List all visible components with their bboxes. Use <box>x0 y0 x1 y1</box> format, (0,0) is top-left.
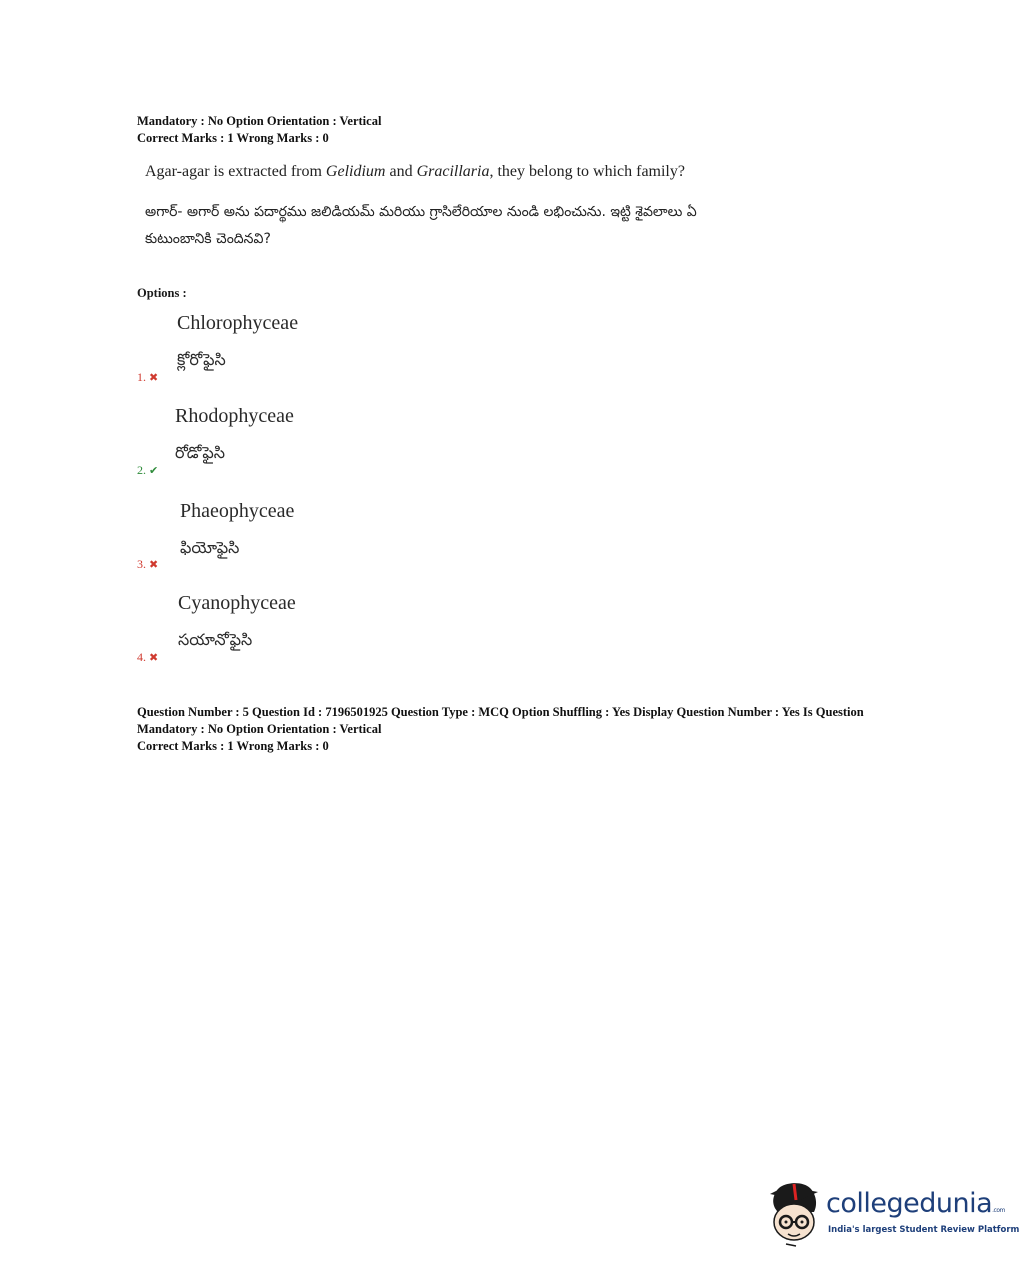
option-2-number: 2. ✔ <box>137 463 159 477</box>
option-1-telugu: క్లోరోఫైసి <box>177 350 226 369</box>
option-4-telugu: సయానోఫైసి <box>178 630 253 649</box>
option-2[interactable] <box>137 405 537 485</box>
option-1-number: 1. ✖ <box>137 370 159 384</box>
correct-check-icon: ✔ <box>149 465 159 477</box>
wrong-cross-icon: ✖ <box>149 559 159 571</box>
genus-gracillaria: Gracillaria <box>416 163 490 180</box>
option-4[interactable] <box>137 592 537 672</box>
collegedunia-logo <box>766 1178 1020 1248</box>
option-2-english: Rhodophyceae <box>175 405 294 427</box>
option-2-telugu: రోడోఫైసి <box>175 443 226 462</box>
question-meta-top <box>137 113 381 147</box>
genus-gelidium: Gelidium <box>325 163 386 180</box>
option-4-english: Cyanophyceae <box>178 592 296 614</box>
logo-brand-text: collegedunia.com <box>826 1188 1005 1219</box>
logo-tagline: India's largest Student Review Platform <box>828 1225 1020 1235</box>
options-label: Options : <box>137 286 187 300</box>
mascot-graduate-icon <box>766 1178 828 1248</box>
meta-line-question-number: Question Number : 5 Question Id : 7196501925 Question Type : MCQ Option Shuffling : Yes Display Question Number : Yes Is Question <box>137 705 864 719</box>
option-1[interactable] <box>137 312 537 392</box>
option-1-english: Chlorophyceae <box>177 312 299 334</box>
meta-line-marks: Correct Marks : 1 Wrong Marks : 0 <box>137 131 329 145</box>
meta-line-mandatory: Mandatory : No Option Orientation : Vertical <box>137 722 382 736</box>
wrong-cross-icon: ✖ <box>149 652 159 664</box>
meta-line-mandatory: Mandatory : No Option Orientation : Vertical <box>137 114 382 128</box>
logo-dotcom: .com <box>992 1207 1005 1214</box>
option-3[interactable] <box>137 500 537 580</box>
option-3-telugu: ఫియోఫైసి <box>180 538 240 557</box>
wrong-cross-icon: ✖ <box>149 372 159 384</box>
option-4-number: 4. ✖ <box>137 650 159 664</box>
option-3-english: Phaeophyceae <box>180 500 295 522</box>
question-text-english: Agar-agar is extracted from Gelidium and Gracillaria, they belong to which family? <box>145 163 685 180</box>
meta-line-marks: Correct Marks : 1 Wrong Marks : 0 <box>137 739 329 753</box>
question-text-telugu: అగార్- అగార్ అను పదార్థము జలిడియమ్ మరియు గ్రాసిలేరియాల నుండి లభించును. ఇట్టి శైవలాలు ఏ కుటుంబానికి చెందినవి? <box>145 204 697 247</box>
option-3-number: 3. ✖ <box>137 557 159 571</box>
question-block <box>145 163 745 253</box>
question-meta-next <box>137 704 864 755</box>
